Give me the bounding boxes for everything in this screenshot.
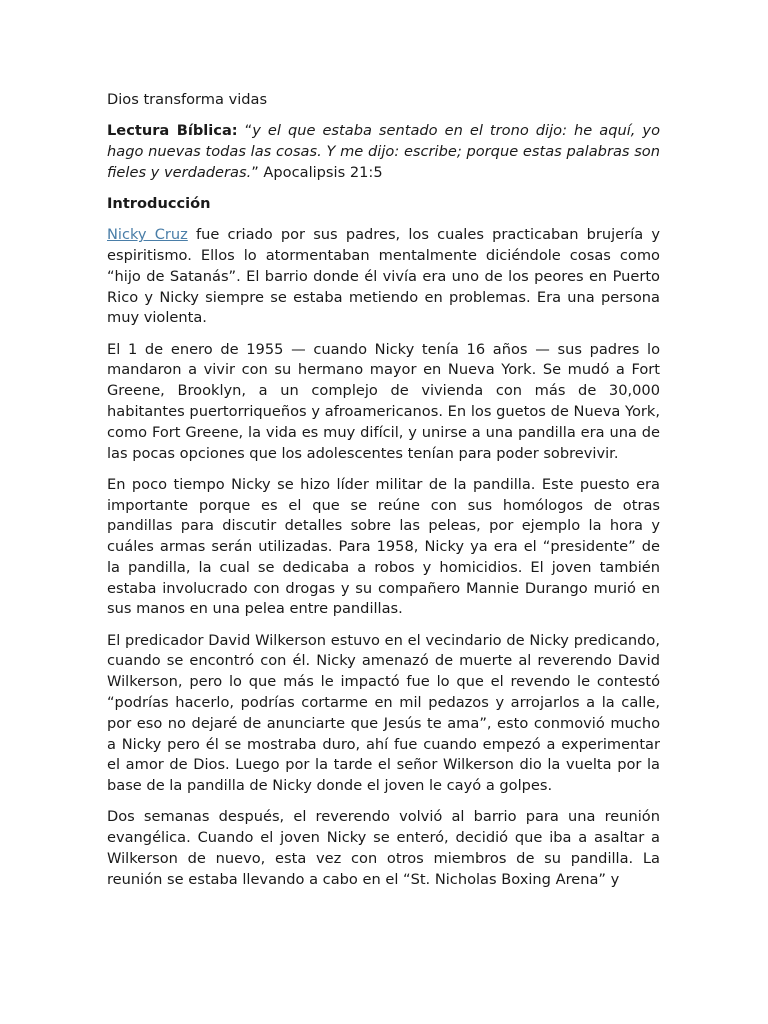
nicky-cruz-link[interactable]: Nicky Cruz [107,226,188,244]
paragraph-1 [107,225,660,329]
bible-reading [107,121,660,183]
document-title: Dios transforma vidas [107,91,268,108]
paragraph-1-text: fue criado por sus padres, los cuales practicaban brujería y espiritismo. Ellos lo atormentaban mentalmente diciéndole cosas como “hijo de Satanás”. El barrio donde él vivía era uno de los peores en Puerto Rico y Nicky siempre se estaba metiendo en problemas. Era una persona muy violenta. [107,226,660,327]
document-page [107,90,660,901]
quote-close: ” [251,163,264,181]
reading-label: Lectura Bíblica: [107,122,238,140]
quote-open: “ [237,122,253,140]
paragraph-5: Dos semanas después, el reverendo volvió al barrio para una reunión evangélica. Cuando el joven Nicky se enteró, decidió que iba a asaltar a Wilkerson de nuevo, esta vez con otros miembros de su pandilla. La reunión se estaba llevando a cabo en el “St. Nicholas Boxing Arena” y [107,808,660,888]
reading-reference: Apocalipsis 21:5 [263,163,383,181]
reading-quote: y el que estaba sentado en el trono dijo: he aquí, yo hago nuevas todas las cosas. Y me dijo: escribe; porque estas palabras son fieles y verdaderas. [107,122,660,181]
intro-heading: Introducción [107,194,211,212]
paragraph-4: El predicador David Wilkerson estuvo en el vecindario de Nicky predicando, cuando se encontró con él. Nicky amenazó de muerte al reverendo David Wilkerson, pero lo que más le impactó fue lo que el revendo le contestó “podrías hacerlo, podrías cortarme en mil pedazos y arrojarlos a la calle, por eso no dejaré de anunciarte que Jesús te ama”, esto conmovió mucho a Nicky pero él se mostraba duro, ahí fue cuando empezó a experimentar el amor de Dios. Luego por la tarde el señor Wilkerson dio la vuelta por la base de la pandilla de Nicky donde el joven le cayó a golpes. [107,631,660,795]
paragraph-2: El 1 de enero de 1955 — cuando Nicky tenía 16 años — sus padres lo mandaron a vivir con su hermano mayor en Nueva York. Se mudó a Fort Greene, Brooklyn, a un complejo de vivienda con más de 30,000 habitantes puertorriqueños y afroamericanos. En los guetos de Nueva York, como Fort Greene, la vida es muy difícil, y unirse a una pandilla era una de las pocas opciones que los adolescentes tenían para poder sobrevivir. [107,340,660,462]
paragraph-3: En poco tiempo Nicky se hizo líder militar de la pandilla. Este puesto era importante porque es el que se reúne con sus homólogos de otras pandillas para discutir detalles sobre las peleas, por ejemplo la hora y cuáles armas serán utilizadas. Para 1958, Nicky ya era el “presidente” de la pandilla, la cual se dedicaba a robos y homicidios. El joven también estaba involucrado con drogas y su compañero Mannie Durango murió en sus manos en una pelea entre pandillas. [107,475,660,618]
